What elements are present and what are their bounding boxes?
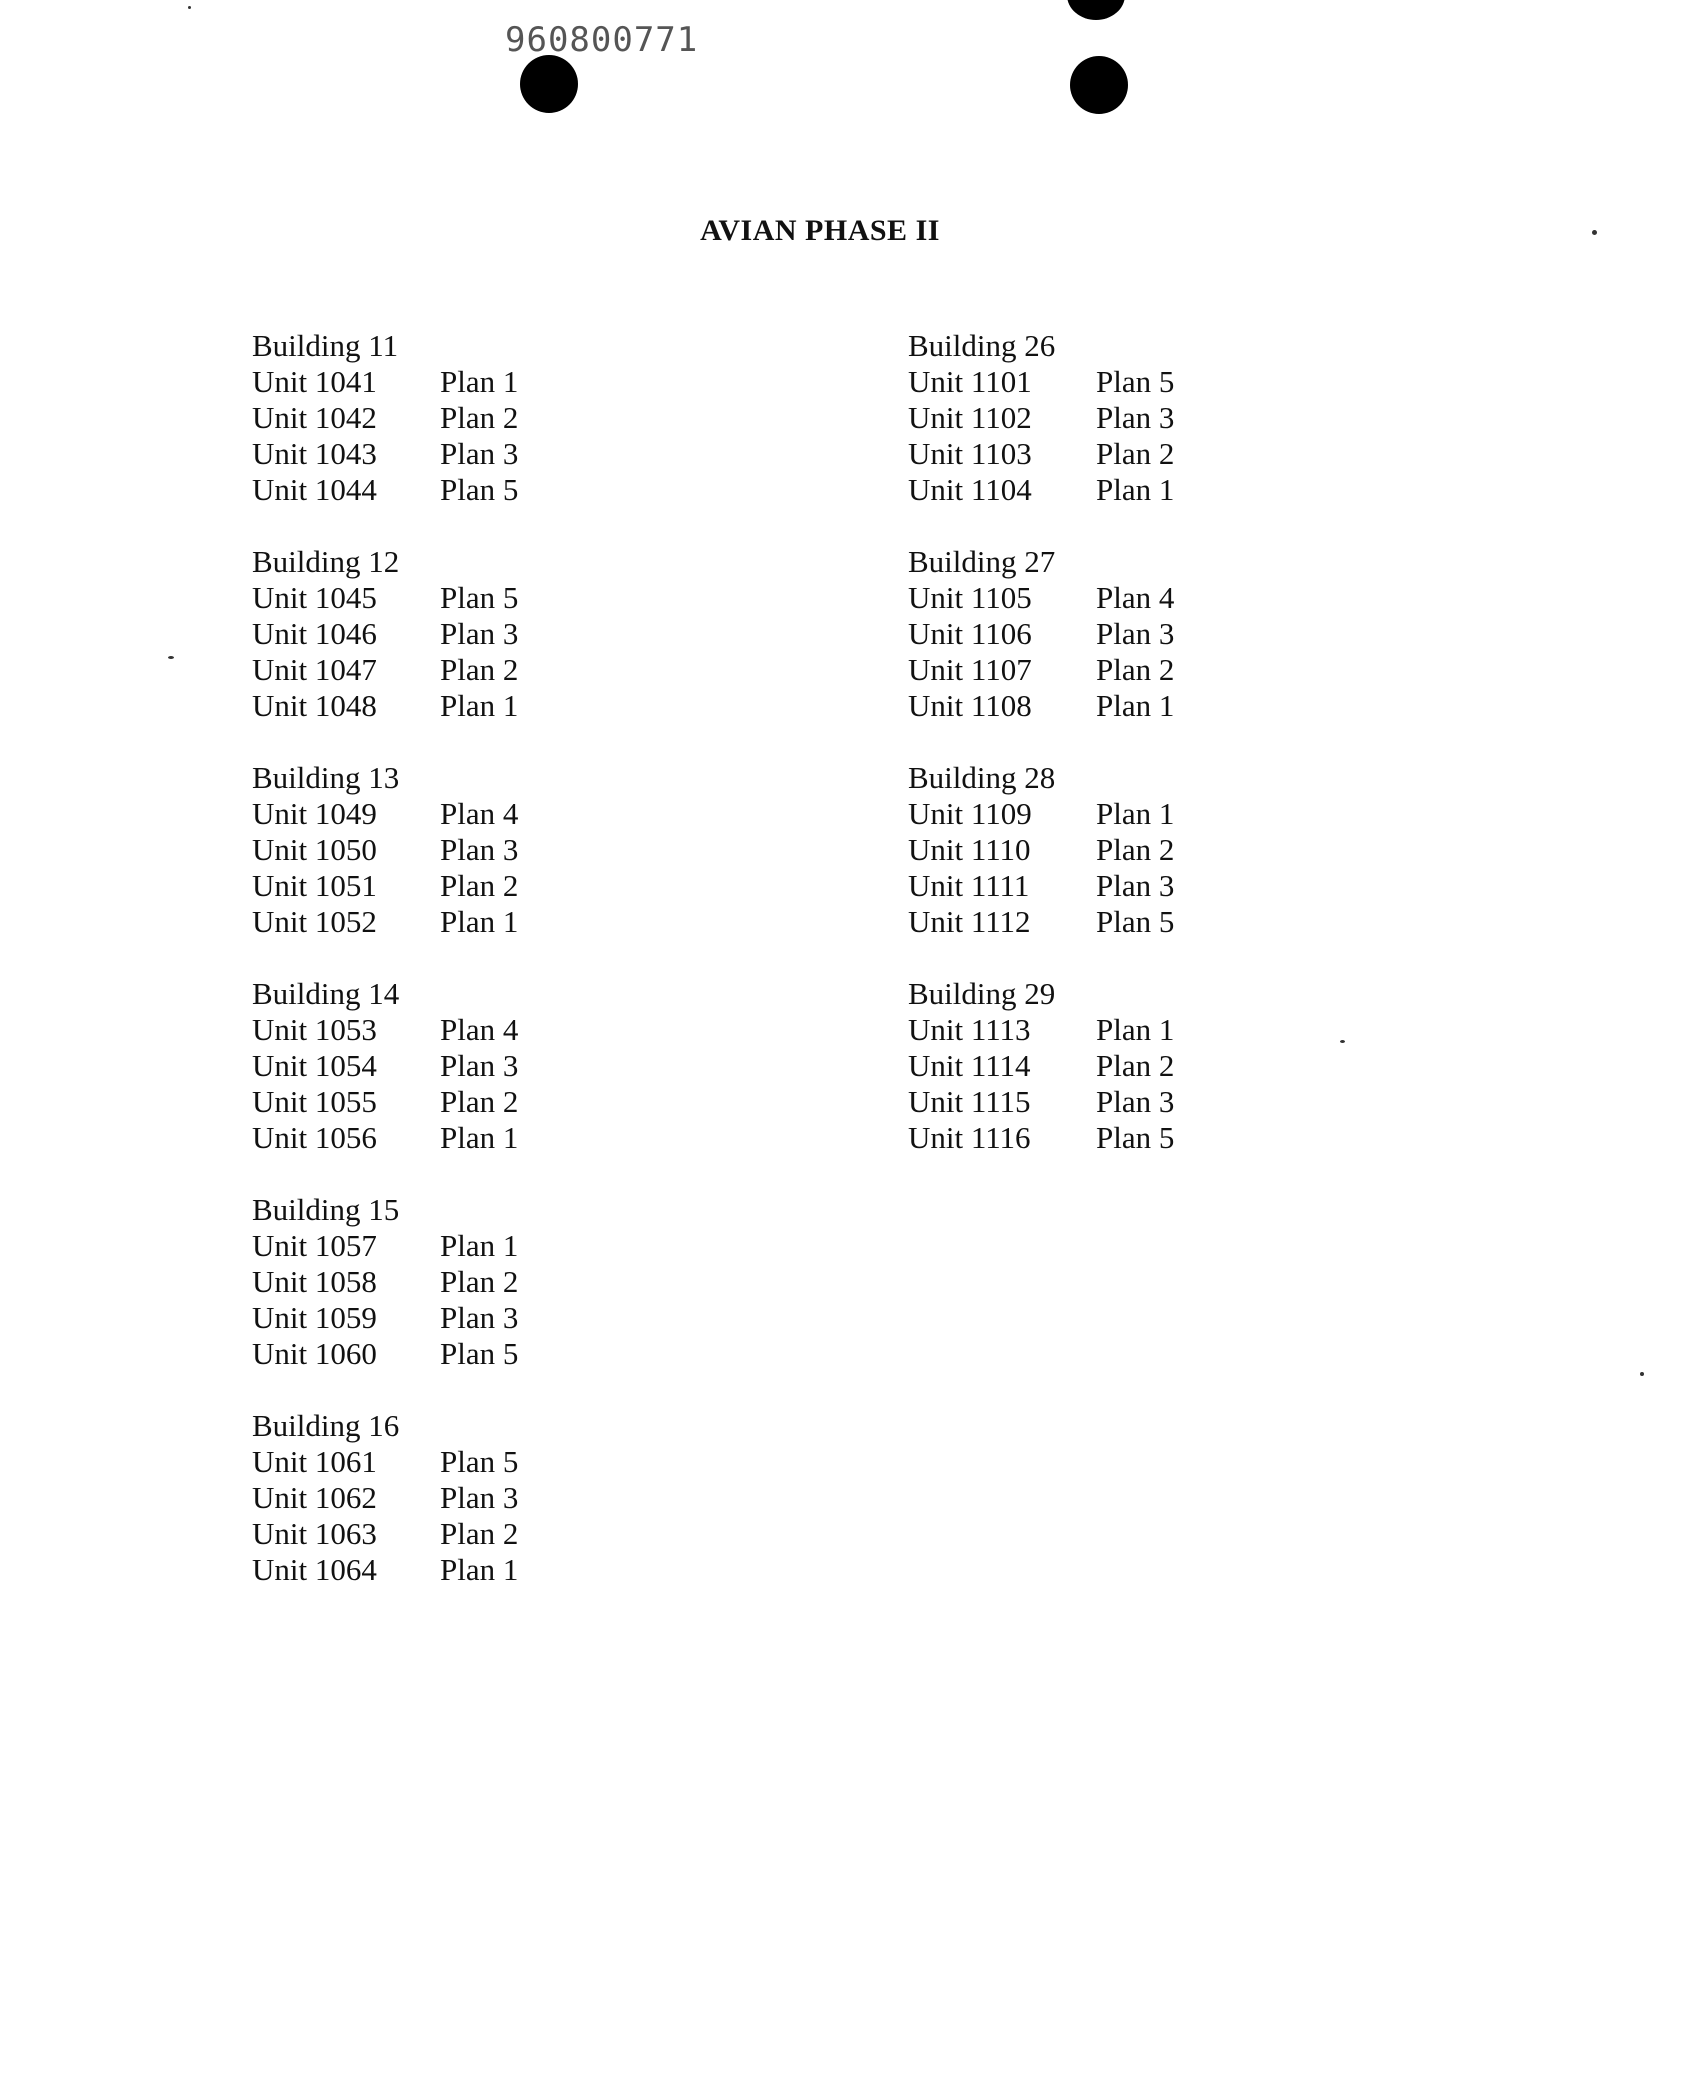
building-block — [252, 1408, 518, 1588]
building-block — [252, 1192, 518, 1372]
unit-number: Unit 1060 — [252, 1336, 377, 1371]
unit-number: Unit 1043 — [252, 436, 377, 471]
unit-number: Unit 1044 — [252, 472, 377, 507]
unit-number: Unit 1041 — [252, 364, 377, 399]
unit-number: Unit 1049 — [252, 796, 377, 831]
plan-number: Plan 2 — [440, 400, 519, 435]
unit-number: Unit 1110 — [908, 832, 1031, 867]
unit-number: Unit 1047 — [252, 652, 377, 687]
unit-number: Unit 1051 — [252, 868, 377, 903]
unit-row — [252, 1120, 518, 1156]
unit-row — [252, 1444, 518, 1480]
unit-row — [252, 1516, 518, 1552]
unit-row — [908, 832, 1174, 868]
plan-number: Plan 3 — [440, 1048, 519, 1083]
unit-number: Unit 1104 — [908, 472, 1032, 507]
unit-row — [252, 1084, 518, 1120]
plan-number: Plan 1 — [440, 688, 519, 723]
unit-number: Unit 1064 — [252, 1552, 377, 1587]
scan-speck — [1640, 1372, 1644, 1376]
plan-number: Plan 1 — [440, 1228, 519, 1263]
plan-number: Plan 1 — [440, 904, 519, 939]
unit-row — [908, 1048, 1174, 1084]
building-name: Building 26 — [908, 328, 1056, 363]
unit-row — [908, 796, 1174, 832]
building-name: Building 13 — [252, 760, 400, 795]
plan-number: Plan 2 — [1096, 832, 1175, 867]
unit-row — [908, 1084, 1174, 1120]
plan-number: Plan 2 — [440, 1516, 519, 1551]
page-title: AVIAN PHASE II — [700, 214, 940, 247]
left-column — [252, 328, 518, 1624]
unit-number: Unit 1045 — [252, 580, 377, 615]
unit-row — [252, 580, 518, 616]
unit-row — [252, 904, 518, 940]
plan-number: Plan 3 — [440, 616, 519, 651]
unit-number: Unit 1056 — [252, 1120, 377, 1155]
plan-number: Plan 2 — [1096, 1048, 1175, 1083]
plan-number: Plan 5 — [440, 580, 519, 615]
unit-row — [252, 1012, 518, 1048]
unit-number: Unit 1105 — [908, 580, 1032, 615]
building-name: Building 28 — [908, 760, 1056, 795]
building-block — [252, 760, 518, 940]
plan-number: Plan 3 — [1096, 616, 1175, 651]
unit-number: Unit 1115 — [908, 1084, 1031, 1119]
plan-number: Plan 5 — [440, 472, 519, 507]
unit-row — [252, 364, 518, 400]
building-block — [908, 976, 1174, 1156]
plan-number: Plan 3 — [440, 1480, 519, 1515]
plan-number: Plan 2 — [440, 1084, 519, 1119]
unit-number: Unit 1061 — [252, 1444, 377, 1479]
unit-number: Unit 1109 — [908, 796, 1032, 831]
punch-hole-left — [520, 55, 578, 113]
building-block — [908, 544, 1174, 724]
unit-number: Unit 1057 — [252, 1228, 377, 1263]
scan-speck — [188, 6, 191, 9]
building-name: Building 27 — [908, 544, 1056, 579]
unit-row — [908, 688, 1174, 724]
unit-number: Unit 1063 — [252, 1516, 377, 1551]
plan-number: Plan 1 — [1096, 1012, 1175, 1047]
unit-row — [908, 1012, 1174, 1048]
plan-number: Plan 3 — [1096, 868, 1175, 903]
scan-speck — [1592, 230, 1597, 235]
plan-number: Plan 2 — [440, 868, 519, 903]
unit-row — [908, 652, 1174, 688]
plan-number: Plan 1 — [1096, 688, 1175, 723]
unit-number: Unit 1111 — [908, 868, 1030, 903]
unit-number: Unit 1107 — [908, 652, 1032, 687]
punch-hole-right — [1070, 56, 1128, 114]
unit-number: Unit 1114 — [908, 1048, 1031, 1083]
unit-row — [252, 796, 518, 832]
building-name: Building 16 — [252, 1408, 400, 1443]
plan-number: Plan 5 — [440, 1444, 519, 1479]
plan-number: Plan 5 — [440, 1336, 519, 1371]
unit-number: Unit 1053 — [252, 1012, 377, 1047]
plan-number: Plan 3 — [440, 436, 519, 471]
building-block — [252, 328, 518, 508]
unit-number: Unit 1054 — [252, 1048, 377, 1083]
unit-row — [252, 1552, 518, 1588]
plan-number: Plan 4 — [1096, 580, 1175, 615]
plan-number: Plan 3 — [1096, 400, 1175, 435]
unit-row — [908, 616, 1174, 652]
plan-number: Plan 1 — [1096, 472, 1175, 507]
unit-row — [252, 1336, 518, 1372]
unit-number: Unit 1112 — [908, 904, 1031, 939]
plan-number: Plan 2 — [440, 652, 519, 687]
plan-number: Plan 1 — [440, 364, 519, 399]
plan-number: Plan 2 — [1096, 652, 1175, 687]
unit-number: Unit 1062 — [252, 1480, 377, 1515]
unit-number: Unit 1050 — [252, 832, 377, 867]
unit-number: Unit 1103 — [908, 436, 1032, 471]
unit-number: Unit 1055 — [252, 1084, 377, 1119]
unit-row — [908, 1120, 1174, 1156]
plan-number: Plan 4 — [440, 796, 519, 831]
unit-number: Unit 1102 — [908, 400, 1032, 435]
building-block — [252, 544, 518, 724]
scan-speck — [168, 656, 174, 659]
building-name: Building 15 — [252, 1192, 400, 1227]
building-name: Building 12 — [252, 544, 400, 579]
plan-number: Plan 5 — [1096, 364, 1175, 399]
unit-row — [252, 1480, 518, 1516]
unit-row — [252, 1048, 518, 1084]
unit-row — [908, 436, 1174, 472]
punch-hole-top-partial — [1067, 0, 1125, 20]
unit-row — [908, 580, 1174, 616]
unit-row — [252, 688, 518, 724]
building-name: Building 29 — [908, 976, 1056, 1011]
plan-number: Plan 3 — [1096, 1084, 1175, 1119]
plan-number: Plan 2 — [1096, 436, 1175, 471]
unit-number: Unit 1116 — [908, 1120, 1031, 1155]
unit-row — [252, 1228, 518, 1264]
building-name: Building 14 — [252, 976, 400, 1011]
unit-number: Unit 1042 — [252, 400, 377, 435]
plan-number: Plan 1 — [440, 1120, 519, 1155]
unit-number: Unit 1059 — [252, 1300, 377, 1335]
unit-number: Unit 1048 — [252, 688, 377, 723]
unit-number: Unit 1108 — [908, 688, 1032, 723]
unit-row — [252, 472, 518, 508]
unit-row — [908, 868, 1174, 904]
unit-row — [252, 436, 518, 472]
building-block — [908, 328, 1174, 508]
unit-row — [908, 364, 1174, 400]
unit-number: Unit 1113 — [908, 1012, 1031, 1047]
unit-row — [252, 400, 518, 436]
plan-number: Plan 1 — [1096, 796, 1175, 831]
plan-number: Plan 3 — [440, 1300, 519, 1335]
scan-speck — [1340, 1040, 1345, 1043]
unit-row — [252, 832, 518, 868]
plan-number: Plan 2 — [440, 1264, 519, 1299]
unit-row — [908, 400, 1174, 436]
building-name: Building 11 — [252, 328, 399, 363]
unit-row — [908, 472, 1174, 508]
plan-number: Plan 3 — [440, 832, 519, 867]
unit-number: Unit 1106 — [908, 616, 1032, 651]
unit-row — [252, 616, 518, 652]
unit-number: Unit 1046 — [252, 616, 377, 651]
document-number: 960800771 — [505, 20, 699, 60]
plan-number: Plan 1 — [440, 1552, 519, 1587]
unit-row — [252, 652, 518, 688]
plan-number: Plan 4 — [440, 1012, 519, 1047]
building-block — [908, 760, 1174, 940]
plan-number: Plan 5 — [1096, 1120, 1175, 1155]
building-block — [252, 976, 518, 1156]
plan-number: Plan 5 — [1096, 904, 1175, 939]
unit-number: Unit 1058 — [252, 1264, 377, 1299]
right-column — [908, 328, 1174, 1192]
unit-row — [252, 1300, 518, 1336]
unit-number: Unit 1101 — [908, 364, 1032, 399]
unit-number: Unit 1052 — [252, 904, 377, 939]
unit-row — [252, 868, 518, 904]
unit-row — [908, 904, 1174, 940]
unit-row — [252, 1264, 518, 1300]
